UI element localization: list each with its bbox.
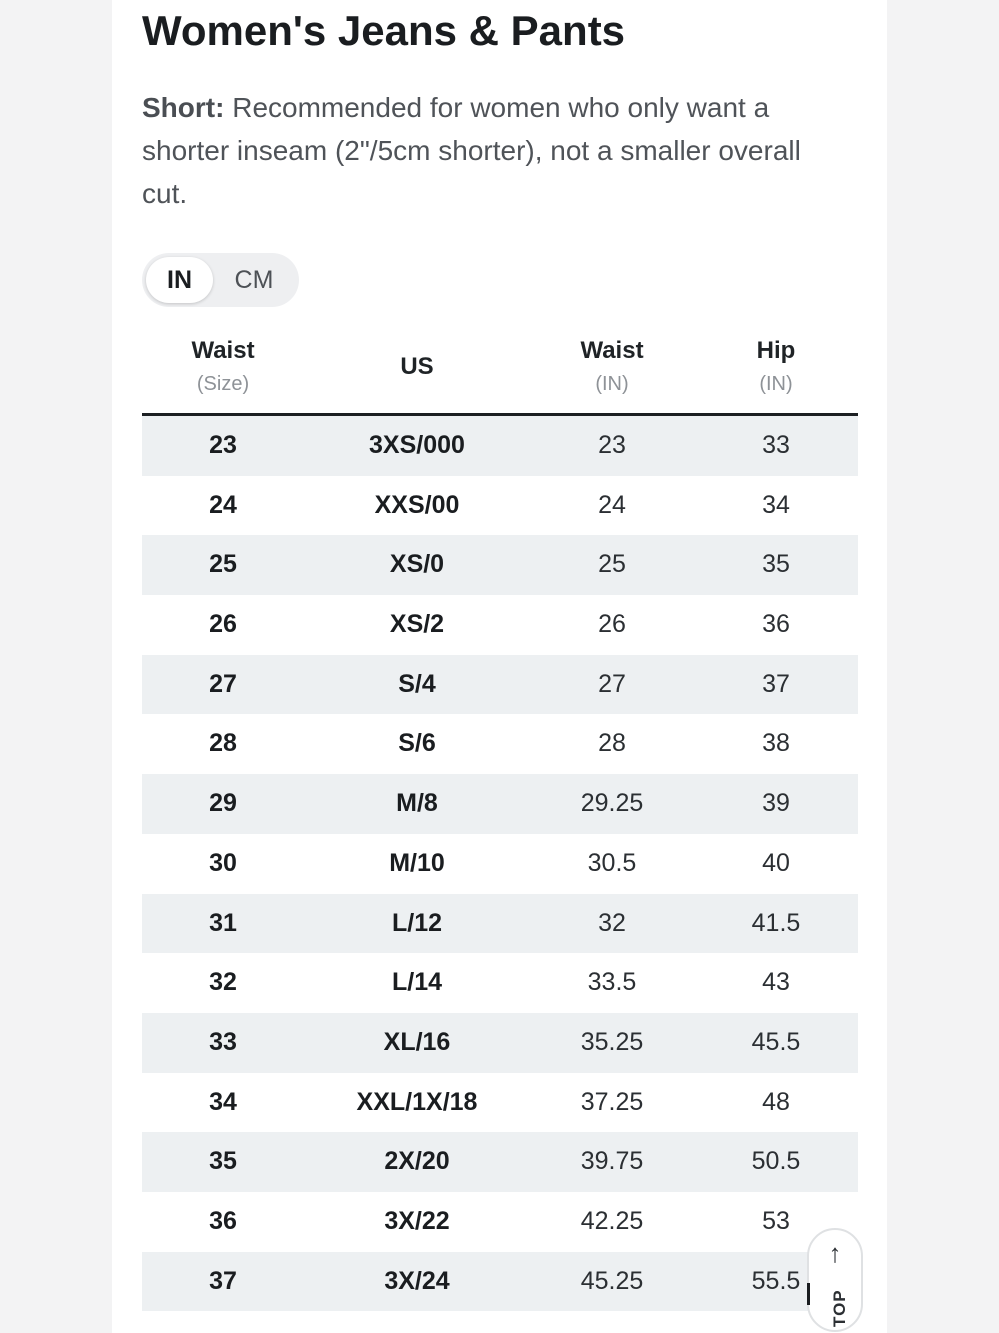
cell-waist-size: 26	[209, 610, 237, 639]
table-row	[142, 476, 858, 536]
cell-waist-in: 42.25	[580, 1206, 644, 1235]
unit-option-in[interactable]: IN	[146, 257, 213, 303]
cell-waist-size: 25	[209, 550, 237, 579]
cell-waist-in: 39.75	[580, 1147, 644, 1176]
header-main: US	[400, 353, 434, 380]
cell-hip-in: 40	[762, 848, 790, 877]
cell-waist-size: 32	[209, 968, 237, 997]
table-row	[142, 953, 858, 1013]
cell-us-size: 2X/20	[384, 1147, 450, 1176]
table-row	[142, 535, 858, 595]
table-row	[142, 894, 858, 954]
cell-hip-in: 55.5	[751, 1266, 801, 1295]
cell-waist-in: 30.5	[587, 848, 637, 877]
cell-waist-in: 27	[598, 669, 626, 698]
unit-toggle	[142, 253, 299, 307]
table-row	[142, 1132, 858, 1192]
cell-waist-in: 29.25	[580, 789, 644, 818]
cell-waist-in: 35.25	[580, 1027, 644, 1056]
cell-hip-in: 48	[762, 1087, 790, 1116]
size-table	[142, 322, 858, 1311]
unit-option-cm[interactable]: CM	[234, 266, 274, 294]
table-row	[142, 595, 858, 655]
cell-waist-size: 28	[209, 729, 237, 758]
cell-hip-in: 39	[762, 789, 790, 818]
table-row	[142, 714, 858, 774]
cell-us-size: S/6	[398, 729, 436, 758]
cell-us-size: XL/16	[383, 1027, 451, 1056]
table-row	[142, 834, 858, 894]
cell-waist-size: 35	[209, 1147, 237, 1176]
cell-hip-in: 35	[762, 550, 790, 579]
cell-hip-in: 50.5	[751, 1147, 801, 1176]
page-title: Women's Jeans & Pants	[142, 7, 626, 54]
cell-us-size: 3X/22	[384, 1206, 450, 1235]
table-body	[142, 416, 858, 1311]
fit-note	[142, 86, 842, 215]
cell-waist-in: 37.25	[580, 1087, 644, 1116]
arrow-up-icon: ↑	[828, 1238, 842, 1268]
cell-waist-in: 32	[598, 908, 626, 937]
cell-us-size: XXS/00	[374, 490, 460, 519]
header-sub: (Size)	[196, 373, 250, 395]
cell-us-size: L/12	[391, 908, 443, 937]
table-row	[142, 774, 858, 834]
cell-waist-in: 23	[598, 431, 626, 459]
header-sub: (IN)	[595, 373, 629, 395]
cell-hip-in: 33	[762, 431, 790, 459]
cell-waist-size: 30	[209, 848, 237, 877]
cell-hip-in: 43	[762, 968, 790, 997]
cell-waist-size: 34	[209, 1087, 237, 1116]
cell-waist-size: 36	[209, 1206, 237, 1235]
cell-waist-size: 27	[209, 669, 237, 698]
cell-waist-size: 23	[209, 431, 237, 459]
header-main: Waist	[191, 337, 255, 364]
header-main: Hip	[756, 337, 796, 364]
header-hip-in	[694, 322, 858, 413]
cell-us-size: S/4	[398, 669, 436, 698]
cell-waist-in: 33.5	[587, 968, 637, 997]
cell-us-size: M/10	[389, 848, 445, 877]
cell-waist-size: 24	[209, 490, 237, 519]
cell-hip-in: 45.5	[751, 1027, 801, 1056]
cell-us-size: 3X/24	[384, 1266, 450, 1295]
cell-waist-in: 45.25	[580, 1266, 644, 1295]
cell-us-size: XS/2	[389, 610, 445, 639]
cell-us-size: 3XS/000	[369, 431, 465, 459]
cell-hip-in: 38	[762, 729, 790, 758]
header-us	[304, 322, 530, 413]
cell-waist-size: 37	[209, 1266, 237, 1295]
cell-waist-in: 26	[598, 610, 626, 639]
header-main: Waist	[580, 337, 644, 364]
cell-us-size: M/8	[396, 789, 438, 818]
cell-waist-size: 33	[209, 1027, 237, 1056]
table-header	[142, 322, 858, 416]
fit-note-label: Short:	[142, 92, 225, 123]
back-to-top-button[interactable]	[807, 1228, 863, 1332]
header-waist-in	[530, 322, 694, 413]
table-row	[142, 1073, 858, 1133]
scroll-indicator	[807, 1283, 810, 1305]
table-row	[142, 1013, 858, 1073]
cell-hip-in: 36	[762, 610, 790, 639]
cell-waist-in: 25	[598, 550, 626, 579]
cell-hip-in: 41.5	[751, 908, 801, 937]
fit-note-text: Recommended for women who only want a shorter inseam (2"/5cm shorter), not a smaller overall cut.	[142, 92, 801, 209]
cell-hip-in: 34	[762, 490, 790, 519]
back-to-top-label: TOP	[830, 1289, 849, 1327]
header-sub: (IN)	[759, 373, 793, 395]
cell-waist-size: 29	[209, 789, 237, 818]
table-row	[142, 1192, 858, 1252]
cell-hip-in: 37	[762, 669, 790, 698]
table-row	[142, 416, 858, 476]
table-row	[142, 655, 858, 715]
cell-us-size: XS/0	[389, 550, 445, 579]
cell-waist-size: 31	[209, 908, 237, 937]
cell-us-size: XXL/1X/18	[356, 1087, 478, 1116]
cell-waist-in: 24	[598, 490, 626, 519]
table-row	[142, 1252, 858, 1312]
cell-hip-in: 53	[762, 1206, 790, 1235]
header-waist-size	[142, 322, 304, 413]
cell-us-size: L/14	[391, 968, 443, 997]
cell-waist-in: 28	[598, 729, 626, 758]
